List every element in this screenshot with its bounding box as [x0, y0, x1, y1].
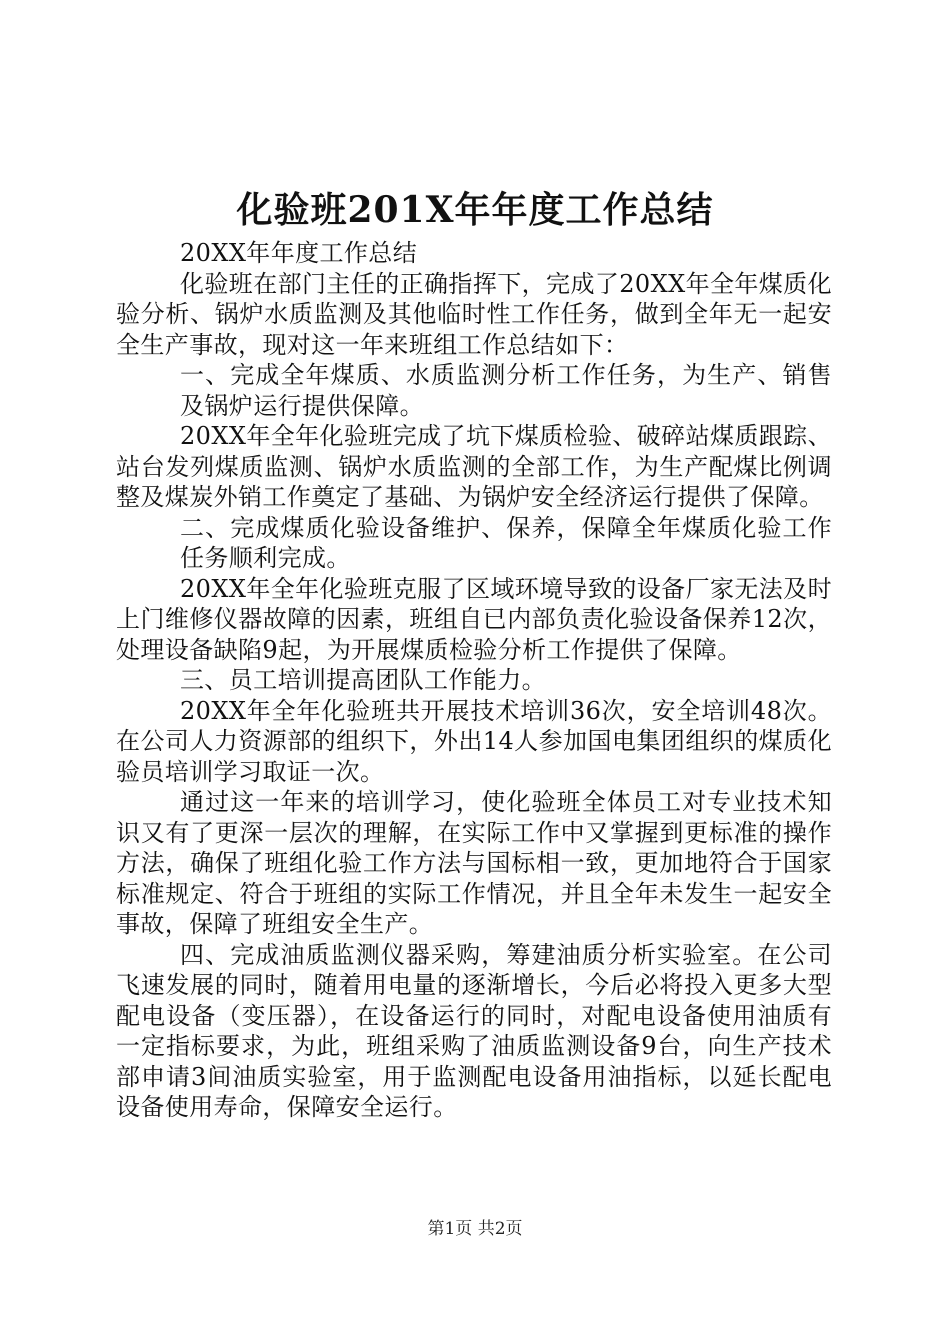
- paragraph-section-2: 20XX年全年化验班克服了区域环境导致的设备厂家无法及时上门维修仪器故障的因素，班组自已内部负责化验设备保养12次，处理设备缺陷9起，为开展煤质检验分析工作提供了保障。: [116, 574, 832, 664]
- page-footer: 第1页 共2页: [427, 1219, 523, 1239]
- paragraph-section-3a: 20XX年全年化验班共开展技术培训36次，安全培训48次。在公司人力资源部的组织下，外出14人参加国电集团组织的煤质化验员培训学习取证一次。: [116, 696, 832, 786]
- section-heading-2: 二、完成煤质化验设备维护、保养，保障全年煤质化验工作任务顺利完成。: [180, 513, 832, 572]
- paragraph-section-4: 四、完成油质监测仪器采购，筹建油质分析实验室。在公司飞速发展的同时，随着用电量的逐渐增长，今后必将投入更多大型配电设备（变压器），在设备运行的同时，对配电设备使用油质有一定指标要求，为此，班组采购了油质监测设备9台，向生产技术部申请3间油质实验室，用于监测配电设备用油指标，以延长配电设备使用寿命，保障安全运行。: [116, 940, 832, 1121]
- section-heading-1: 一、完成全年煤质、水质监测分析工作任务，为生产、销售及锅炉运行提供保障。: [180, 361, 832, 420]
- document-body: [116, 238, 832, 1123]
- document-title: 化验班201X年年度工作总结: [236, 189, 714, 231]
- section-heading-3: 三、员工培训提高团队工作能力。: [180, 666, 546, 694]
- paragraph-section-1: 20XX年全年化验班完成了坑下煤质检验、破碎站煤质跟踪、站台发列煤质监测、锅炉水质监测的全部工作，为生产配煤比例调整及煤炭外销工作奠定了基础、为锅炉安全经济运行提供了保障。: [116, 422, 832, 511]
- paragraph-intro: 化验班在部门主任的正确指挥下，完成了20XX年全年煤质化验分析、锅炉水质监测及其他临时性工作任务，做到全年无一起安全生产事故，现对这一年来班组工作总结如下：: [116, 269, 832, 359]
- paragraph-subtitle: 20XX年年度工作总结: [180, 239, 418, 267]
- paragraph-section-3b: 通过这一年来的培训学习，使化验班全体员工对专业技术知识又有了更深一层次的理解，在实际工作中又掌握到更标准的操作方法，确保了班组化验工作方法与国标相一致，更加地符合于国家标准规定、符合于班组的实际工作情况，并且全年未发生一起安全事故，保障了班组安全生产。: [116, 788, 832, 938]
